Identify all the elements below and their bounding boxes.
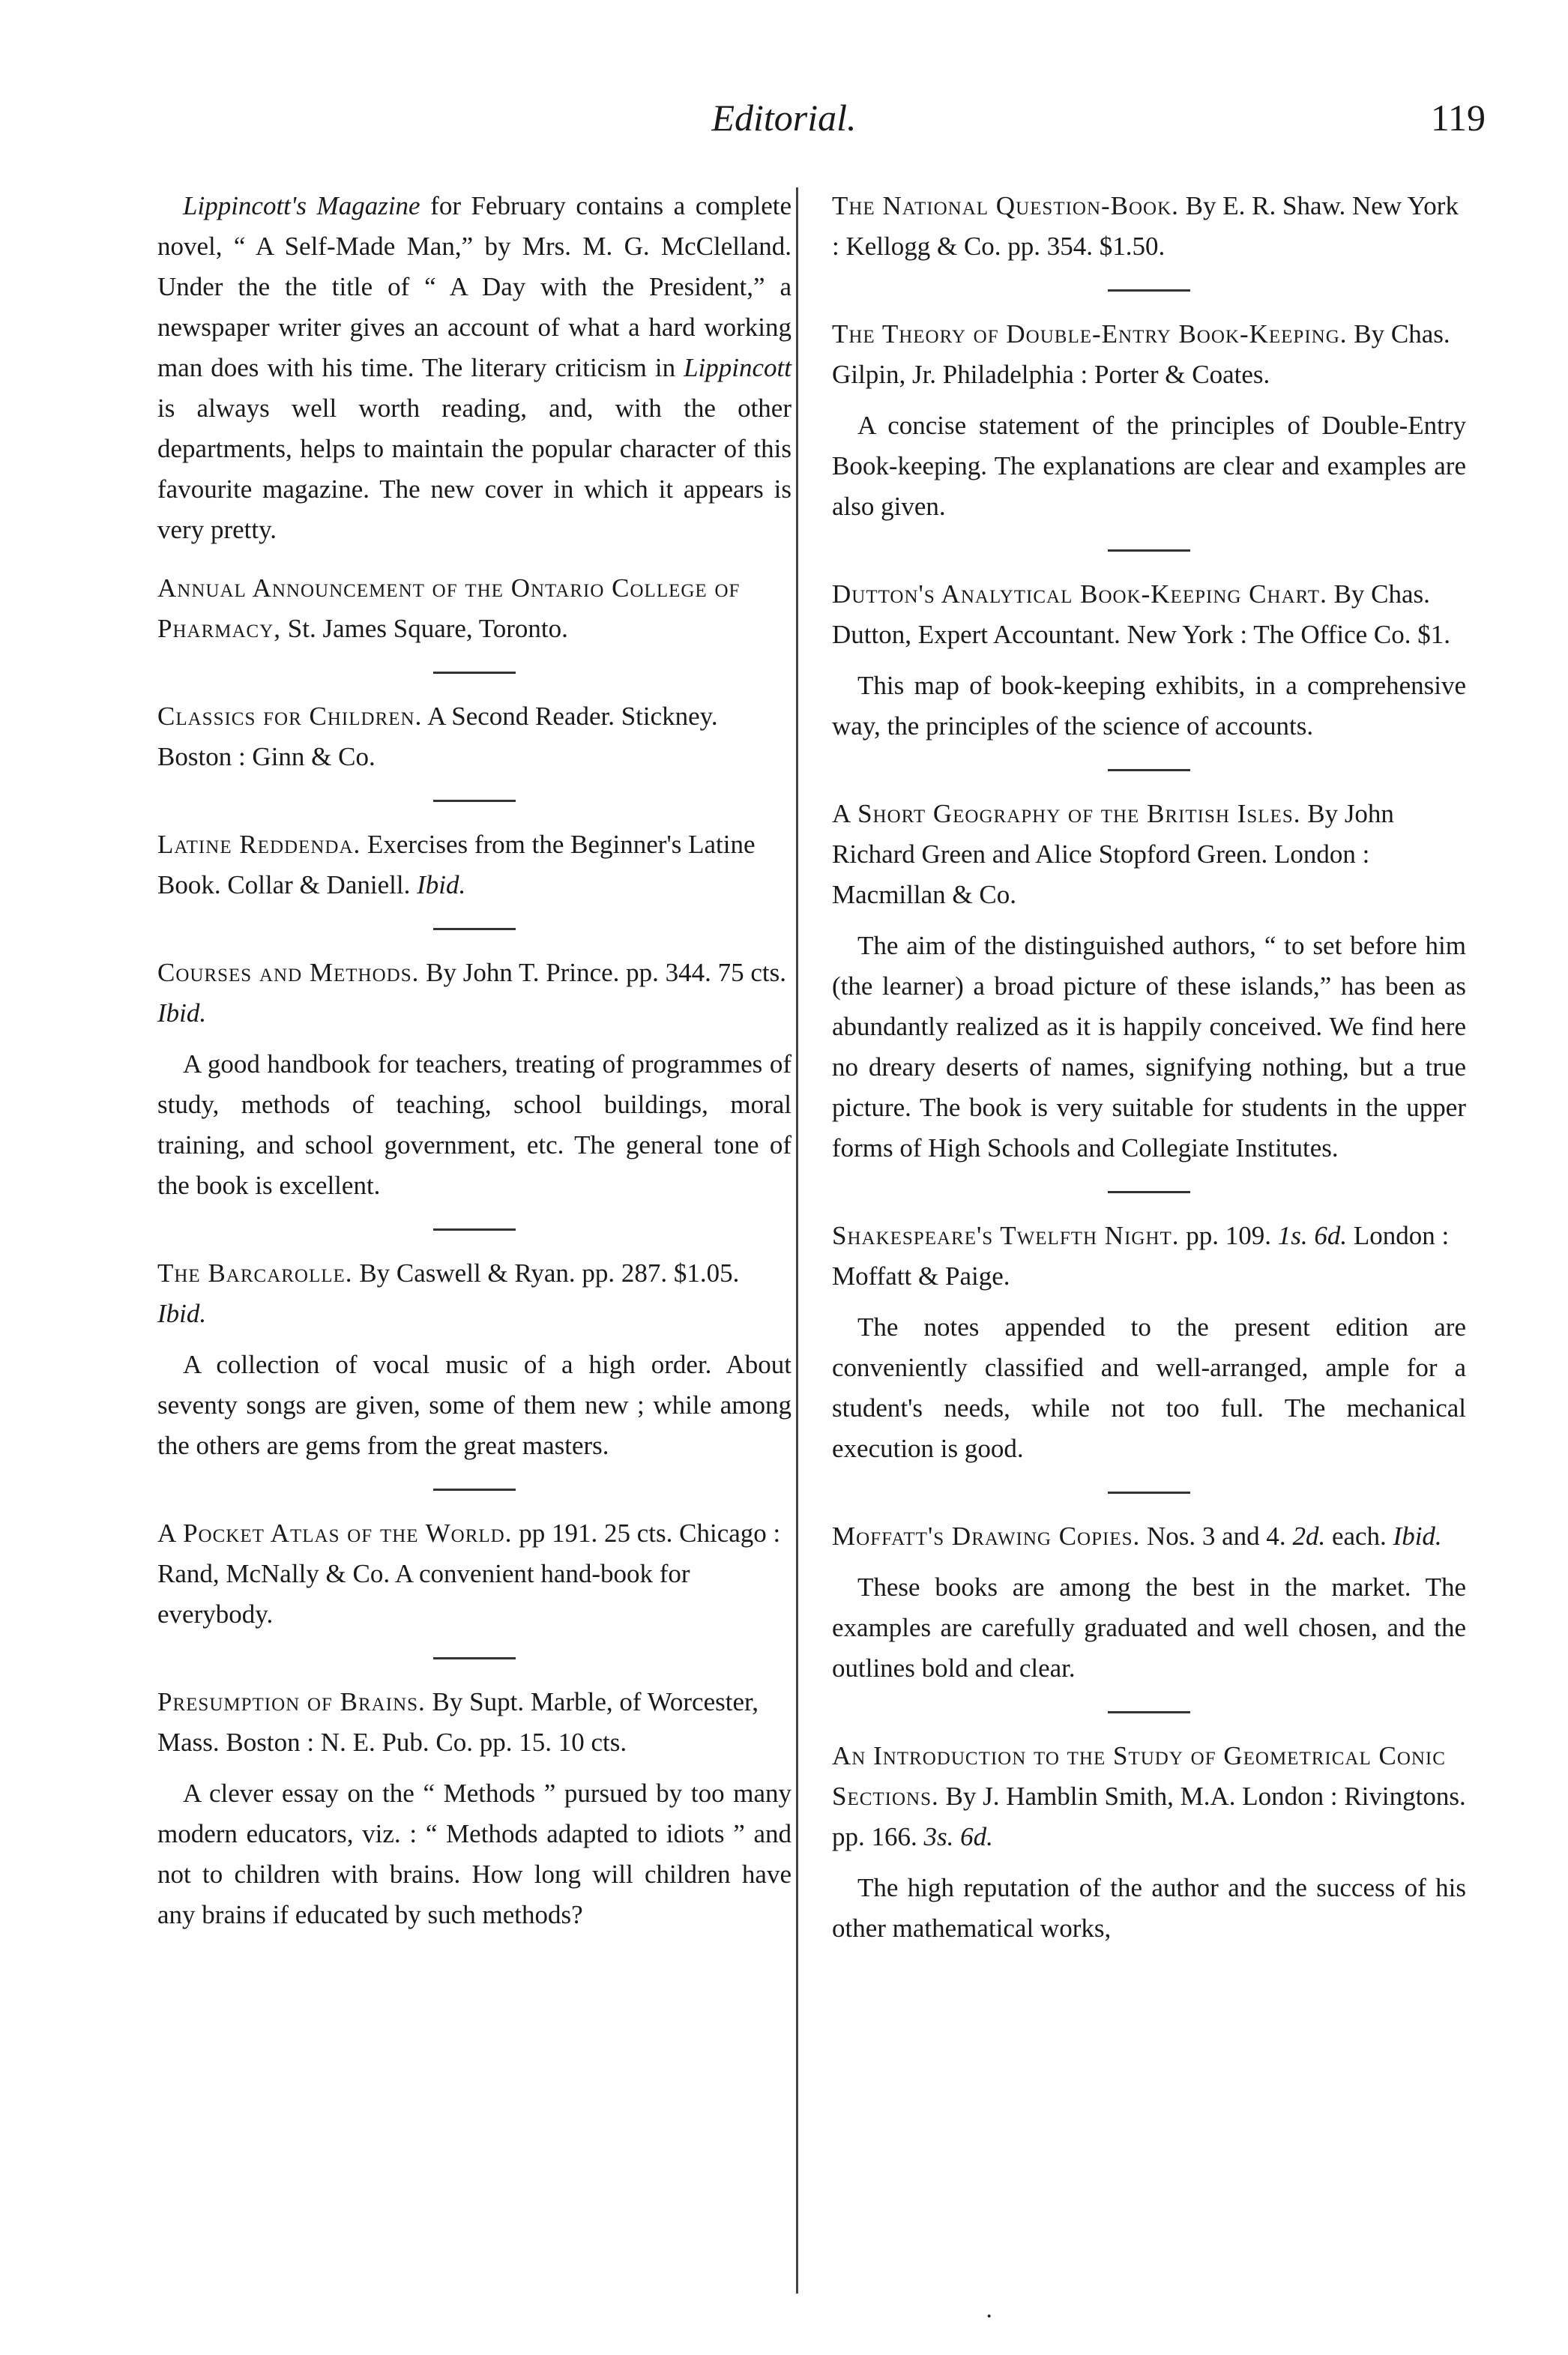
- book-title: A Short Geography of the British Isles.: [832, 799, 1301, 828]
- review-text: A collection of vocal music of a high order. About seventy songs are given, some of them new ; while among the others are gems from the great masters.: [157, 1350, 791, 1460]
- review-heading: [157, 1682, 791, 1763]
- section-rule: [433, 1228, 516, 1231]
- book-details: By Caswell & Ryan. pp. 287. $1.05.: [352, 1258, 740, 1288]
- page-speck: ·: [985, 2303, 994, 2330]
- book-title: Classics for Children.: [157, 702, 423, 731]
- review-text: A good handbook for teachers, treating of programmes of study, methods of teaching, school buildings, moral training, and school government, etc. The general tone of the book is excellent.: [157, 1049, 791, 1200]
- running-title: Editorial.: [711, 97, 857, 139]
- review-heading: [157, 1253, 791, 1334]
- review-heading: [832, 794, 1466, 915]
- section-rule: [1108, 769, 1190, 771]
- review-heading: [832, 314, 1466, 395]
- section-rule: [1108, 1711, 1190, 1713]
- review-heading: [832, 1216, 1466, 1297]
- page-number: 119: [1430, 97, 1486, 139]
- book-details: pp. 109.: [1179, 1221, 1278, 1250]
- paragraph-text: for February contains a complete novel, “ A Self-Made Man,” by Mrs. M. G. McClelland. Under the the title of “ A Day with the President,” a newspaper writer gives an account of what a hard working man does with his time. The literary criticism in: [157, 191, 792, 382]
- review-heading: [832, 574, 1466, 655]
- book-title: Latine Reddenda.: [157, 830, 361, 859]
- review-heading: [157, 953, 791, 1034]
- review-heading: [832, 186, 1466, 267]
- review-heading: [832, 1516, 1466, 1557]
- book-details: Nos. 3 and 4.: [1140, 1522, 1293, 1551]
- book-details-italic: Ibid.: [157, 998, 207, 1028]
- book-details: By Chas. Dutton, Expert Accountant. New York : The Office Co. $1.: [832, 579, 1450, 649]
- right-column: [832, 186, 1466, 1949]
- book-details: St. James Square, Toronto.: [281, 614, 568, 643]
- review-text: The high reputation of the author and the success of his other mathematical works,: [832, 1873, 1466, 1943]
- review-heading: [157, 824, 791, 905]
- review-text: A clever essay on the “ Methods ” pursued by too many modern educators, viz. : “ Methods adapted to idiots ” and not to children with brains. How long will children have any brains if educated by such methods?: [157, 1779, 791, 1929]
- review-text: These books are among the best in the market. The examples are carefully graduated and well chosen, and the outlines bold and clear.: [832, 1572, 1466, 1683]
- section-rule: [1108, 1191, 1190, 1193]
- column-divider: [796, 187, 798, 2294]
- book-details: By John T. Prince. pp. 344. 75 cts.: [419, 958, 787, 987]
- book-title: The Barcarolle.: [157, 1258, 353, 1288]
- book-details: By Supt. Marble, of Worcester, Mass. Boston : N. E. Pub. Co. pp. 15. 10 cts.: [157, 1687, 759, 1757]
- italic-title: Lippincott: [684, 353, 791, 382]
- book-title: The National Question-Book.: [832, 191, 1179, 220]
- book-details-italic: Ibid.: [417, 870, 466, 899]
- book-details: Exercises from the Beginner's Latine Book. Collar & Daniell.: [157, 830, 756, 899]
- book-details-italic: 3s. 6d.: [923, 1822, 993, 1851]
- review-heading: [157, 696, 791, 777]
- book-details: By J. Hamblin Smith, M.A. London : Rivingtons. pp. 166.: [832, 1782, 1466, 1851]
- review-heading: [157, 568, 791, 649]
- book-title: Dutton's Analytical Book-Keeping Chart.: [832, 579, 1327, 609]
- section-rule: [1108, 289, 1190, 292]
- book-details: By John Richard Green and Alice Stopford Green. London : Macmillan & Co.: [832, 799, 1394, 909]
- review-text: This map of book-keeping exhibits, in a comprehensive way, the principles of the science of accounts.: [832, 671, 1466, 741]
- review-text: The aim of the distinguished authors, “ to set before him (the learner) a broad picture of these islands,” has been as abundantly realized as it is happily conceived. We find here no dreary deserts of names, signifying nothing, but a true picture. The book is very suitable for students in the upper forms of High Schools and Collegiate Institutes.: [832, 931, 1466, 1163]
- review-text: A concise statement of the principles of Double-Entry Book-keeping. The explanations are clear and examples are also given.: [832, 411, 1466, 521]
- book-details: London : Moffatt & Paige.: [832, 1221, 1450, 1291]
- page-header: [0, 96, 1568, 156]
- section-rule: [433, 672, 516, 674]
- review-heading: [832, 1736, 1466, 1857]
- section-rule: [433, 1489, 516, 1491]
- book-details: A Second Reader. Stickney. Boston : Ginn & Co.: [157, 702, 718, 771]
- book-title: Courses and Methods.: [157, 958, 420, 987]
- book-details-italic: Ibid.: [1393, 1522, 1442, 1551]
- section-rule: [433, 1657, 516, 1659]
- paragraph-text: is always well worth reading, and, with the other departments, helps to maintain the popular character of this favourite magazine. The new cover in which it appears is very pretty.: [157, 393, 791, 544]
- book-details: By E. R. Shaw. New York : Kellogg & Co. pp. 354. $1.50.: [832, 191, 1459, 261]
- book-details-italic: 1s. 6d.: [1277, 1221, 1348, 1250]
- section-rule: [1108, 1492, 1190, 1494]
- book-title: Moffatt's Drawing Copies.: [832, 1522, 1141, 1551]
- book-title: An Introduction to the Study of Geometrical Conic Sections.: [832, 1741, 1446, 1811]
- book-title: Annual Announcement of the Ontario College of Pharmacy,: [157, 573, 741, 643]
- book-details-italic: 2d.: [1292, 1522, 1326, 1551]
- left-column: [157, 186, 791, 1935]
- section-rule: [1108, 549, 1190, 552]
- book-title: Presumption of Brains.: [157, 1687, 426, 1716]
- book-details: each.: [1325, 1522, 1393, 1551]
- review-heading: [157, 1513, 791, 1635]
- book-title: A Pocket Atlas of the World.: [157, 1519, 513, 1548]
- review-text: The notes appended to the present edition are conveniently classified and well-arranged, ample for a student's needs, while not too full. The mechanical execution is good.: [832, 1312, 1466, 1463]
- section-rule: [433, 800, 516, 802]
- book-details-italic: Ibid.: [157, 1299, 207, 1328]
- book-details: pp 191. 25 cts. Chicago : Rand, McNally & Co. A convenient hand-book for everybody.: [157, 1519, 781, 1629]
- italic-title: Lippincott's Magazine: [183, 191, 420, 220]
- book-title: Shakespeare's Twelfth Night.: [832, 1221, 1180, 1250]
- book-details: By Chas. Gilpin, Jr. Philadelphia : Porter & Coates.: [832, 319, 1450, 389]
- section-rule: [433, 928, 516, 930]
- book-title: The Theory of Double-Entry Book-Keeping.: [832, 319, 1348, 349]
- editorial-paragraph: [157, 186, 791, 550]
